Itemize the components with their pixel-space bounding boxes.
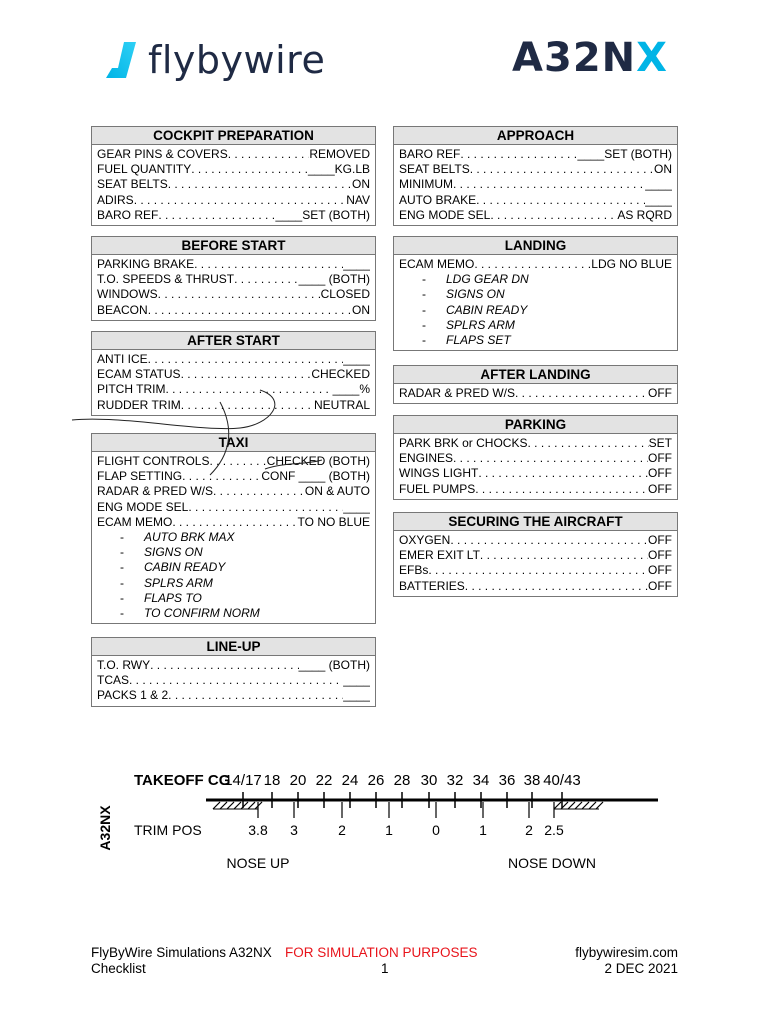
section-title: BEFORE START <box>91 236 376 255</box>
checklist-sub-item <box>97 576 370 591</box>
leader-dots <box>480 548 648 563</box>
section-line-up <box>91 637 376 707</box>
sub-item-text: FLAPS SET <box>446 333 511 348</box>
footer-page-number: 1 <box>381 961 389 976</box>
checklist-item <box>97 352 370 367</box>
checklist-sub-item <box>97 530 370 545</box>
checklist-item <box>97 257 370 272</box>
item-value: OFF <box>648 481 672 496</box>
sub-item-text: CABIN READY <box>446 302 528 317</box>
trim-pos-label: TRIM POS <box>134 822 202 838</box>
item-value: ____SET (BOTH) <box>577 147 672 161</box>
item-label: ENGINES <box>399 451 454 466</box>
item-label: WINGS LIGHT <box>399 466 479 481</box>
nose-down-label: NOSE DOWN <box>508 855 596 871</box>
item-label: ENG MODE SEL <box>399 207 491 222</box>
section-body <box>91 656 376 707</box>
checklist-item <box>97 500 370 515</box>
checklist-item <box>399 257 672 272</box>
section-body <box>393 255 678 351</box>
item-value: CONF ____ (BOTH) <box>261 469 370 484</box>
checklist-item <box>399 436 672 451</box>
item-label: BARO REF <box>399 147 461 161</box>
leader-dots <box>188 500 343 515</box>
brand-prefix: A32N <box>512 35 637 81</box>
item-value: REMOVED <box>309 147 370 161</box>
trim-value-label: 1 <box>385 822 393 838</box>
section-parking <box>393 415 678 500</box>
section-title: LINE-UP <box>91 637 376 656</box>
bullet-dash: - <box>422 272 426 287</box>
checklist-item <box>97 303 370 318</box>
leader-dots <box>168 688 343 703</box>
item-label: OXYGEN <box>399 533 451 547</box>
cg-value-label: 34 <box>472 772 490 789</box>
checklist-sub-item <box>399 272 672 287</box>
forward-limit-hatch <box>213 802 220 809</box>
sub-item-text: SPLRS ARM <box>144 575 213 590</box>
checklist-item <box>97 484 370 499</box>
item-value: ____ (BOTH) <box>298 272 370 287</box>
sub-item-text: FLAPS TO <box>144 590 202 605</box>
sub-item-text: TO CONFIRM NORM <box>144 606 260 621</box>
trim-value-label: 2 <box>338 822 346 838</box>
trim-value-label: 3.8 <box>248 822 268 838</box>
forward-limit-hatch <box>241 802 248 809</box>
cg-value-label: 32 <box>446 772 464 789</box>
checklist-sub-item <box>399 318 672 333</box>
forward-limit-hatch <box>220 802 227 809</box>
item-value: ____ (BOTH) <box>298 658 370 672</box>
bullet-dash: - <box>120 545 124 560</box>
item-label: MINIMUM <box>399 177 453 192</box>
aircraft-brand <box>512 35 668 81</box>
item-label: ECAM STATUS <box>97 367 181 382</box>
cg-value-label: 18 <box>263 772 281 789</box>
checklist-item <box>399 208 672 223</box>
item-value: ____ <box>343 352 370 366</box>
item-value: CHECKED (BOTH) <box>266 454 370 468</box>
leader-dots <box>475 482 648 497</box>
forward-limit-hatch <box>248 802 255 809</box>
brand-x: X <box>636 35 668 81</box>
item-label: SEAT BELTS <box>399 162 470 177</box>
item-value: ON <box>654 162 672 177</box>
leader-dots <box>474 257 591 272</box>
item-label: EFBs <box>399 563 429 578</box>
checklist-sub-item <box>97 606 370 621</box>
bullet-dash: - <box>422 317 426 332</box>
checklist-item <box>97 515 370 530</box>
section-body <box>393 531 678 597</box>
checklist-item <box>399 147 672 162</box>
checklist-item <box>97 688 370 703</box>
leader-dots <box>148 352 344 367</box>
aft-limit-hatch <box>582 802 589 809</box>
leader-dots <box>470 162 654 177</box>
checklist-item <box>399 466 672 481</box>
item-label: RADAR & PRED W/S <box>399 386 516 400</box>
aft-limit-hatch <box>568 802 575 809</box>
section-body <box>91 255 376 321</box>
forward-limit-hatch <box>234 802 241 809</box>
checklist-item <box>399 386 672 401</box>
checklist-item <box>97 272 370 287</box>
bullet-dash: - <box>422 287 426 302</box>
section-approach <box>393 126 678 226</box>
bullet-dash: - <box>422 333 426 348</box>
section-title: PARKING <box>393 415 678 434</box>
leader-dots <box>150 658 299 673</box>
section-body <box>393 145 678 226</box>
checklist-item <box>97 193 370 208</box>
section-before-start <box>91 236 376 321</box>
section-cockpit-preparation <box>91 126 376 226</box>
item-value: AS RQRD <box>617 207 672 222</box>
leader-dots <box>228 147 310 162</box>
side-label: A32NX <box>97 805 113 851</box>
item-label: T.O. SPEEDS & THRUST <box>97 272 235 287</box>
leader-dots <box>191 162 308 177</box>
checklist-item <box>97 177 370 192</box>
logo-text: flybywire <box>148 38 326 82</box>
aft-limit-hatch <box>589 802 596 809</box>
section-landing <box>393 236 678 351</box>
item-label: AUTO BRAKE <box>399 192 477 207</box>
nose-up-label: NOSE UP <box>226 855 290 871</box>
sub-item-text: SIGNS ON <box>446 287 505 302</box>
cg-value-label: 20 <box>289 772 307 789</box>
leader-dots <box>158 287 321 302</box>
bullet-dash: - <box>120 606 124 621</box>
item-label: BATTERIES <box>399 578 465 593</box>
item-label: RADAR & PRED W/S <box>97 484 214 499</box>
aft-limit-hatch <box>554 802 561 809</box>
cg-value-label: 38 <box>523 772 541 789</box>
leader-dots <box>450 533 648 548</box>
checklist-item <box>97 673 370 688</box>
item-value: NEUTRAL <box>313 397 370 412</box>
item-label: FLIGHT CONTROLS <box>97 454 210 468</box>
item-value: OFF <box>648 386 672 400</box>
section-title: AFTER LANDING <box>393 365 678 384</box>
section-title: SECURING THE AIRCRAFT <box>393 512 678 531</box>
item-value: ____ <box>645 192 672 207</box>
handwritten-scribble <box>60 370 360 480</box>
cg-value-label: 28 <box>393 772 411 789</box>
item-label: FUEL QUANTITY <box>97 162 192 177</box>
bullet-dash: - <box>120 560 124 575</box>
checklist-sub-item <box>399 287 672 302</box>
section-title: TAXI <box>91 433 376 452</box>
item-label: PITCH TRIM <box>97 382 166 397</box>
footer-doc-type: Checklist <box>91 961 146 976</box>
section-title: APPROACH <box>393 126 678 145</box>
item-label: GEAR PINS & COVERS <box>97 147 228 161</box>
sub-item-text: AUTO BRK MAX <box>144 530 235 545</box>
wing-logo-icon <box>102 40 140 80</box>
forward-limit-hatch <box>227 802 234 809</box>
leader-dots <box>476 193 645 208</box>
leader-dots <box>453 177 645 192</box>
trim-value-label: 2 <box>525 822 533 838</box>
checklist-item <box>399 548 672 563</box>
item-value: OFF <box>648 466 672 481</box>
checklist-sub-item <box>97 560 370 575</box>
item-label: PACKS 1 & 2 <box>97 688 169 703</box>
sub-item-text: CABIN READY <box>144 560 226 575</box>
leader-dots <box>465 579 648 594</box>
item-label: WINDOWS <box>97 287 158 302</box>
item-label: ANTI ICE <box>97 352 148 366</box>
item-value: ON <box>352 177 370 192</box>
item-value: ____ <box>343 257 370 271</box>
aft-limit-hatch <box>596 802 603 809</box>
item-value: OFF <box>648 563 672 578</box>
item-label: EMER EXIT LT <box>399 548 480 563</box>
leader-dots <box>129 673 343 688</box>
leader-dots <box>515 386 648 401</box>
checklist-item <box>399 579 672 594</box>
item-value: ON <box>352 302 370 317</box>
item-label: T.O. RWY <box>97 658 151 672</box>
section-title: AFTER START <box>91 331 376 350</box>
bullet-dash: - <box>422 302 426 317</box>
leader-dots <box>460 147 577 162</box>
item-label: ENG MODE SEL <box>97 499 189 514</box>
trim-value-label: 1 <box>479 822 487 838</box>
item-value: TO NO BLUE <box>297 514 370 529</box>
item-label: TCAS <box>97 673 130 688</box>
sub-item-text: SPLRS ARM <box>446 317 515 332</box>
leader-dots <box>172 515 297 530</box>
item-value: SET <box>648 436 672 450</box>
leader-dots <box>234 272 299 287</box>
footer-company: FlyByWire Simulations A32NX <box>91 945 272 960</box>
checklist-item <box>399 193 672 208</box>
cg-trim-scale <box>96 768 676 888</box>
item-value: OFF <box>648 548 672 563</box>
checklist-item <box>399 482 672 497</box>
checklist-sub-item <box>399 303 672 318</box>
cg-value-label: 24 <box>341 772 359 789</box>
item-value: ____% <box>332 382 370 397</box>
leader-dots <box>168 177 352 192</box>
item-value: ____ <box>343 499 370 514</box>
checklist-item <box>97 147 370 162</box>
cg-value-label: 14/17 <box>224 772 262 789</box>
checklist-item <box>97 208 370 223</box>
leader-dots <box>148 303 352 318</box>
checklist-item <box>399 563 672 578</box>
item-value: ____ <box>645 177 672 192</box>
item-value: ON & AUTO <box>304 484 370 499</box>
trim-value-label: 3 <box>290 822 298 838</box>
bullet-dash: - <box>120 530 124 545</box>
leader-dots <box>134 193 347 208</box>
checklist-sub-item <box>97 591 370 606</box>
item-label: SEAT BELTS <box>97 177 168 192</box>
checklist-item <box>399 451 672 466</box>
footer-website: flybywiresim.com <box>575 945 678 960</box>
item-label: BARO REF <box>97 207 159 222</box>
section-body <box>393 384 678 404</box>
cg-value-label: 36 <box>498 772 516 789</box>
item-label: BEACON <box>97 302 148 317</box>
item-value: CLOSED <box>320 287 370 302</box>
item-value: CHECKED <box>311 367 370 382</box>
checklist-item <box>97 287 370 302</box>
sub-item-text: LDG GEAR DN <box>446 272 529 287</box>
trim-value-label: 0 <box>432 822 440 838</box>
item-label: ECAM MEMO <box>399 257 475 271</box>
cg-value-label: 22 <box>315 772 333 789</box>
cg-value-label: 30 <box>420 772 438 789</box>
item-value: NAV <box>346 192 370 207</box>
cg-value-label: 26 <box>367 772 385 789</box>
item-label: PARK BRK or CHOCKS <box>399 436 528 450</box>
footer-warning: FOR SIMULATION PURPOSES <box>285 945 478 960</box>
item-value: ____KG.LB <box>307 162 370 177</box>
takeoff-cg-label: TAKEOFF CG <box>134 772 231 789</box>
section-after-landing <box>393 365 678 404</box>
leader-dots <box>194 257 343 272</box>
item-label: ADIRS <box>97 192 134 207</box>
section-body <box>393 434 678 500</box>
item-label: PARKING BRAKE <box>97 257 195 271</box>
takeoff-cg-trim-chart <box>96 768 676 888</box>
item-value: OFF <box>648 533 672 547</box>
item-label: RUDDER TRIM <box>97 397 181 412</box>
checklist-item <box>399 533 672 548</box>
checklist-item <box>399 162 672 177</box>
leader-dots <box>158 208 275 223</box>
section-title: LANDING <box>393 236 678 255</box>
item-value: LDG NO BLUE <box>591 257 672 271</box>
leader-dots <box>453 451 648 466</box>
leader-dots <box>213 484 305 499</box>
checklist-item <box>97 162 370 177</box>
leader-dots <box>490 208 617 223</box>
checklist-sub-item <box>399 333 672 348</box>
item-value: ____ <box>343 673 370 688</box>
section-title: COCKPIT PREPARATION <box>91 126 376 145</box>
sub-item-text: SIGNS ON <box>144 545 203 560</box>
item-value: OFF <box>648 451 672 466</box>
aft-limit-hatch <box>575 802 582 809</box>
checklist-item <box>399 177 672 192</box>
leader-dots <box>428 563 648 578</box>
section-body <box>91 145 376 226</box>
cg-value-label: 40/43 <box>543 772 581 789</box>
flybywire-logo <box>102 34 325 86</box>
bullet-dash: - <box>120 590 124 605</box>
trim-value-label: 2.5 <box>544 822 564 838</box>
bullet-dash: - <box>120 575 124 590</box>
item-value: ____SET (BOTH) <box>275 207 370 222</box>
checklist-sub-item <box>97 545 370 560</box>
item-label: FUEL PUMPS <box>399 481 476 496</box>
item-label: ECAM MEMO <box>97 514 173 529</box>
leader-dots <box>527 436 648 451</box>
footer <box>91 945 678 977</box>
item-value: ____ <box>343 688 370 703</box>
section-securing-the-aircraft <box>393 512 678 597</box>
item-label: FLAP SETTING <box>97 469 183 484</box>
footer-date: 2 DEC 2021 <box>604 961 678 976</box>
item-value: OFF <box>648 578 672 593</box>
checklist-item <box>97 658 370 673</box>
leader-dots <box>478 466 648 481</box>
